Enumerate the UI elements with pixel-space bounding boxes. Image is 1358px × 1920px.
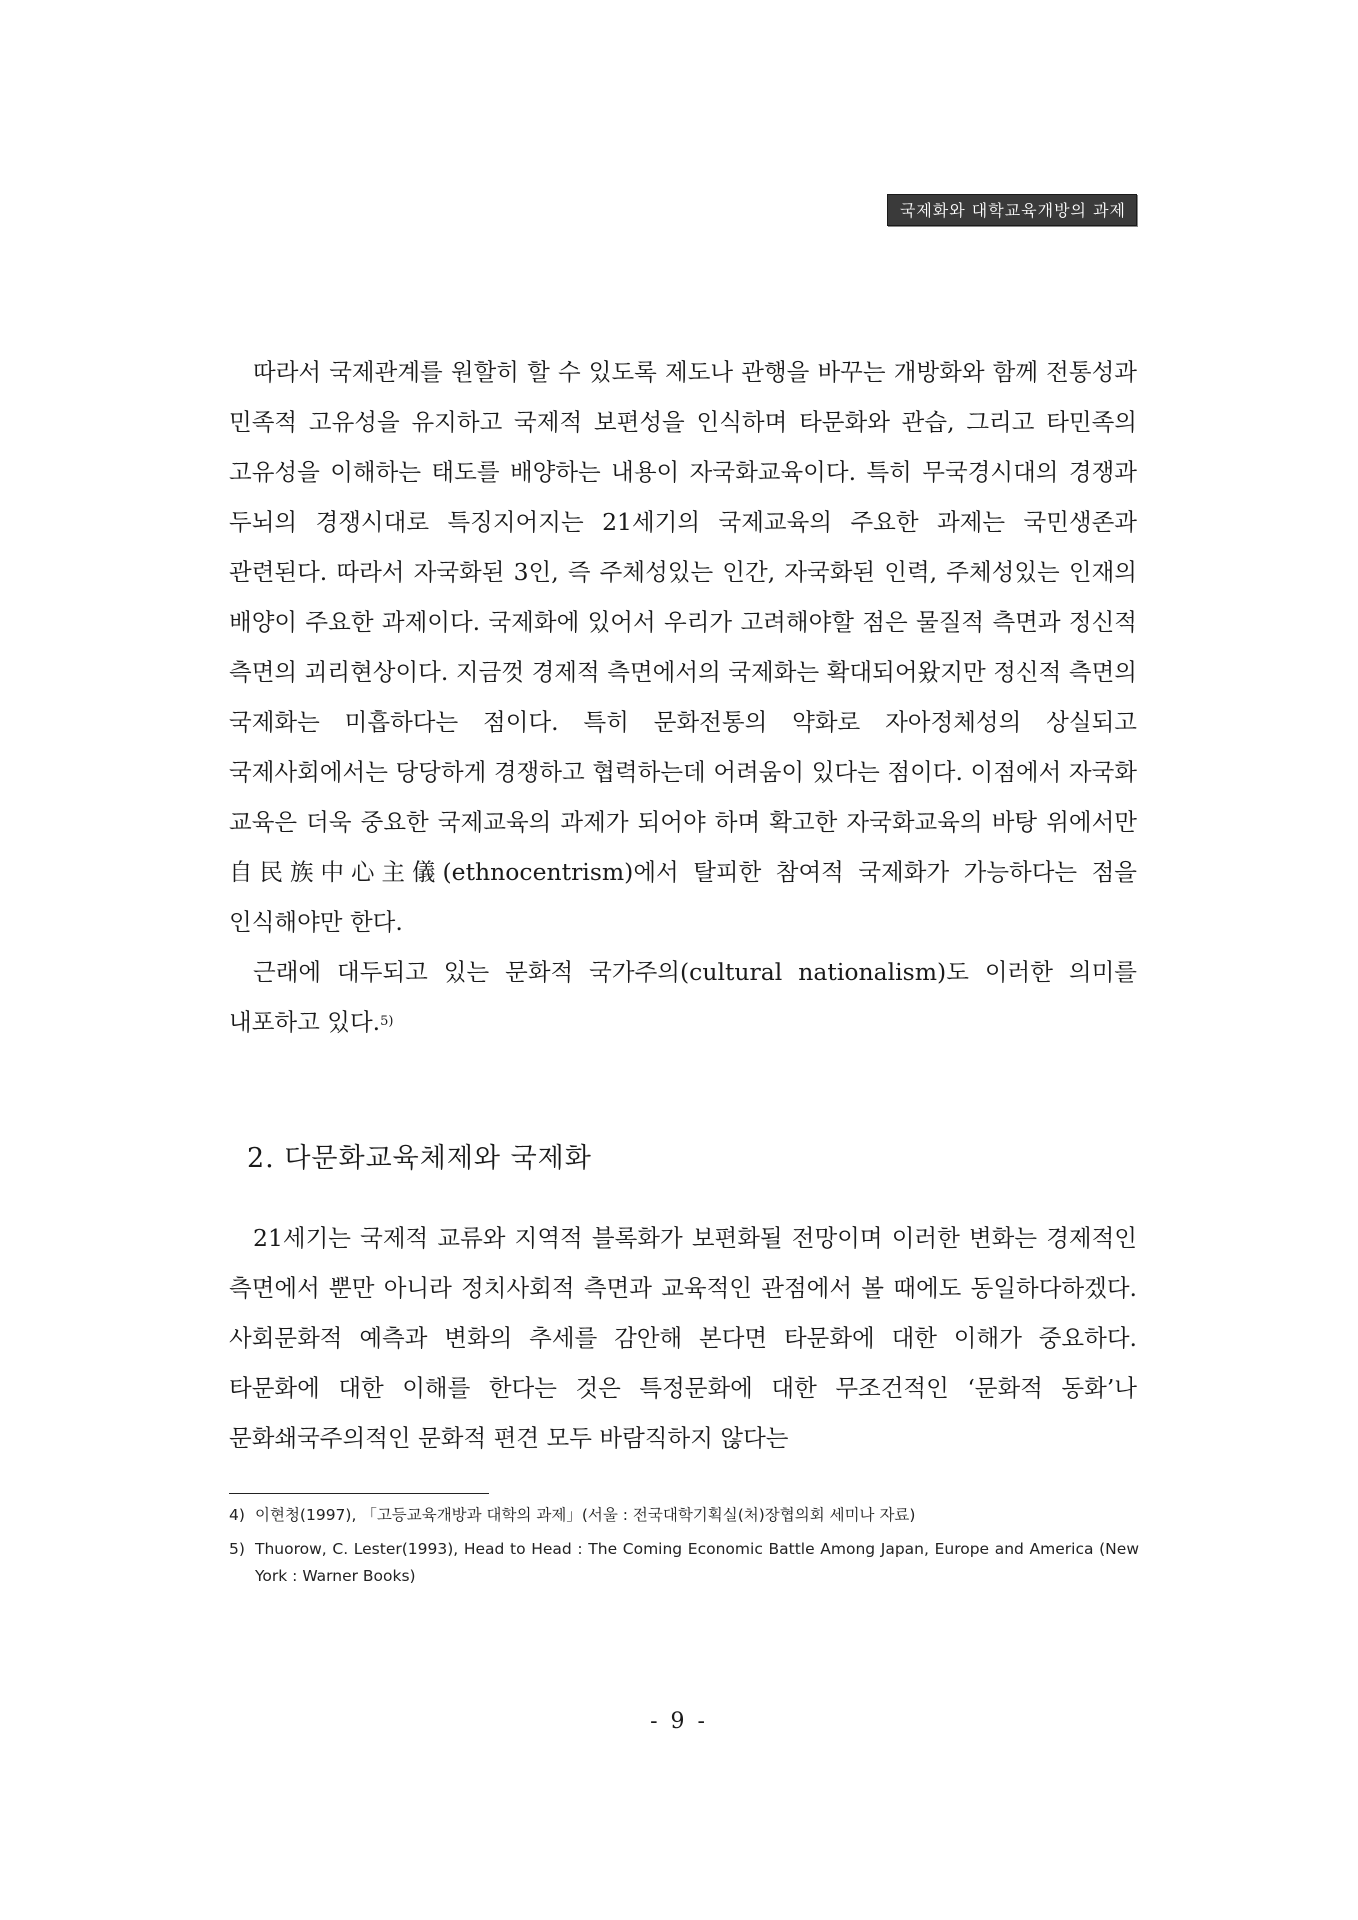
- main-content: [229, 347, 1137, 1463]
- page-number: - 9 -: [650, 1709, 708, 1734]
- footnotes: [229, 1502, 1139, 1597]
- footnote-text: 이현청(1997), 「고등교육개방과 대학의 과제」(서울 : 전국대학기획실(처)장협의회 세미나 자료): [255, 1506, 916, 1524]
- section-heading: 2. 다문화교육체제와 국제화: [247, 1143, 592, 1174]
- body-paragraph-2: [229, 947, 1137, 1047]
- body-paragraph-3: 21세기는 국제적 교류와 지역적 블록화가 보편화될 전망이며 이러한 변화는 경제적인 측면에서 뿐만 아니라 정치사회적 측면과 교육적인 관점에서 볼 때에도 동일하다하겠다. 사회문화적 예측과 변화의 추세를 감안해 본다면 타문화에 대한 이해가 중요하다. 타문화에 대한 이해를 한다는 것은 특정문화에 대한 무조건적인 ‘문화적 동화’나 문화쇄국주의적인 문화적 편견 모두 바람직하지 않다는: [229, 1224, 1137, 1452]
- footnote-item: [229, 1536, 1139, 1590]
- footnote-number: 4): [229, 1506, 245, 1524]
- body-paragraph-2-text: 근래에 대두되고 있는 문화적 국가주의(cultural nationalism)도 이러한 의미를 내포하고 있다.: [229, 958, 1137, 1036]
- footnote-item: [229, 1502, 1139, 1529]
- running-header: 국제화와 대학교육개방의 과제: [887, 194, 1137, 226]
- footnote-divider: [229, 1493, 489, 1494]
- body-paragraph-1: 따라서 국제관계를 원할히 할 수 있도록 제도나 관행을 바꾸는 개방화와 함께 전통성과 민족적 고유성을 유지하고 국제적 보편성을 인식하며 타문화와 관습, 그리고 타민족의 고유성을 이해하는 태도를 배양하는 내용이 자국화교육이다. 특히 무국경시대의 경쟁과 두뇌의 경쟁시대로 특징지어지는 21세기의 국제교육의 주요한 과제는 국민생존과 관련된다. 따라서 자국화된 3인, 즉 주체성있는 인간, 자국화된 인력, 주체성있는 인재의 배양이 주요한 과제이다. 국제화에 있어서 우리가 고려해야할 점은 물질적 측면과 정신적 측면의 괴리현상이다. 지금껏 경제적 측면에서의 국제화는 확대되어왔지만 정신적 측면의 국제화는 미흡하다는 점이다. 특히 문화전통의 약화로 자아정체성의 상실되고 국제사회에서는 당당하게 경쟁하고 협력하는데 어려움이 있다는 점이다. 이점에서 자국화 교육은 더욱 중요한 국제교육의 과제가 되어야 하며 확고한 자국화교육의 바탕 위에서만 自民族中心主儀(ethnocentrism)에서 탈피한 참여적 국제화가 가능하다는 점을 인식해야만 한다.: [229, 358, 1137, 936]
- footnote-text: Thuorow, C. Lester(1993), Head to Head : The Coming Economic Battle Among Japan, Europe and America (New York : Warner Books): [255, 1540, 1139, 1585]
- footnote-reference: 5): [380, 1014, 394, 1029]
- footnote-number: 5): [229, 1540, 245, 1558]
